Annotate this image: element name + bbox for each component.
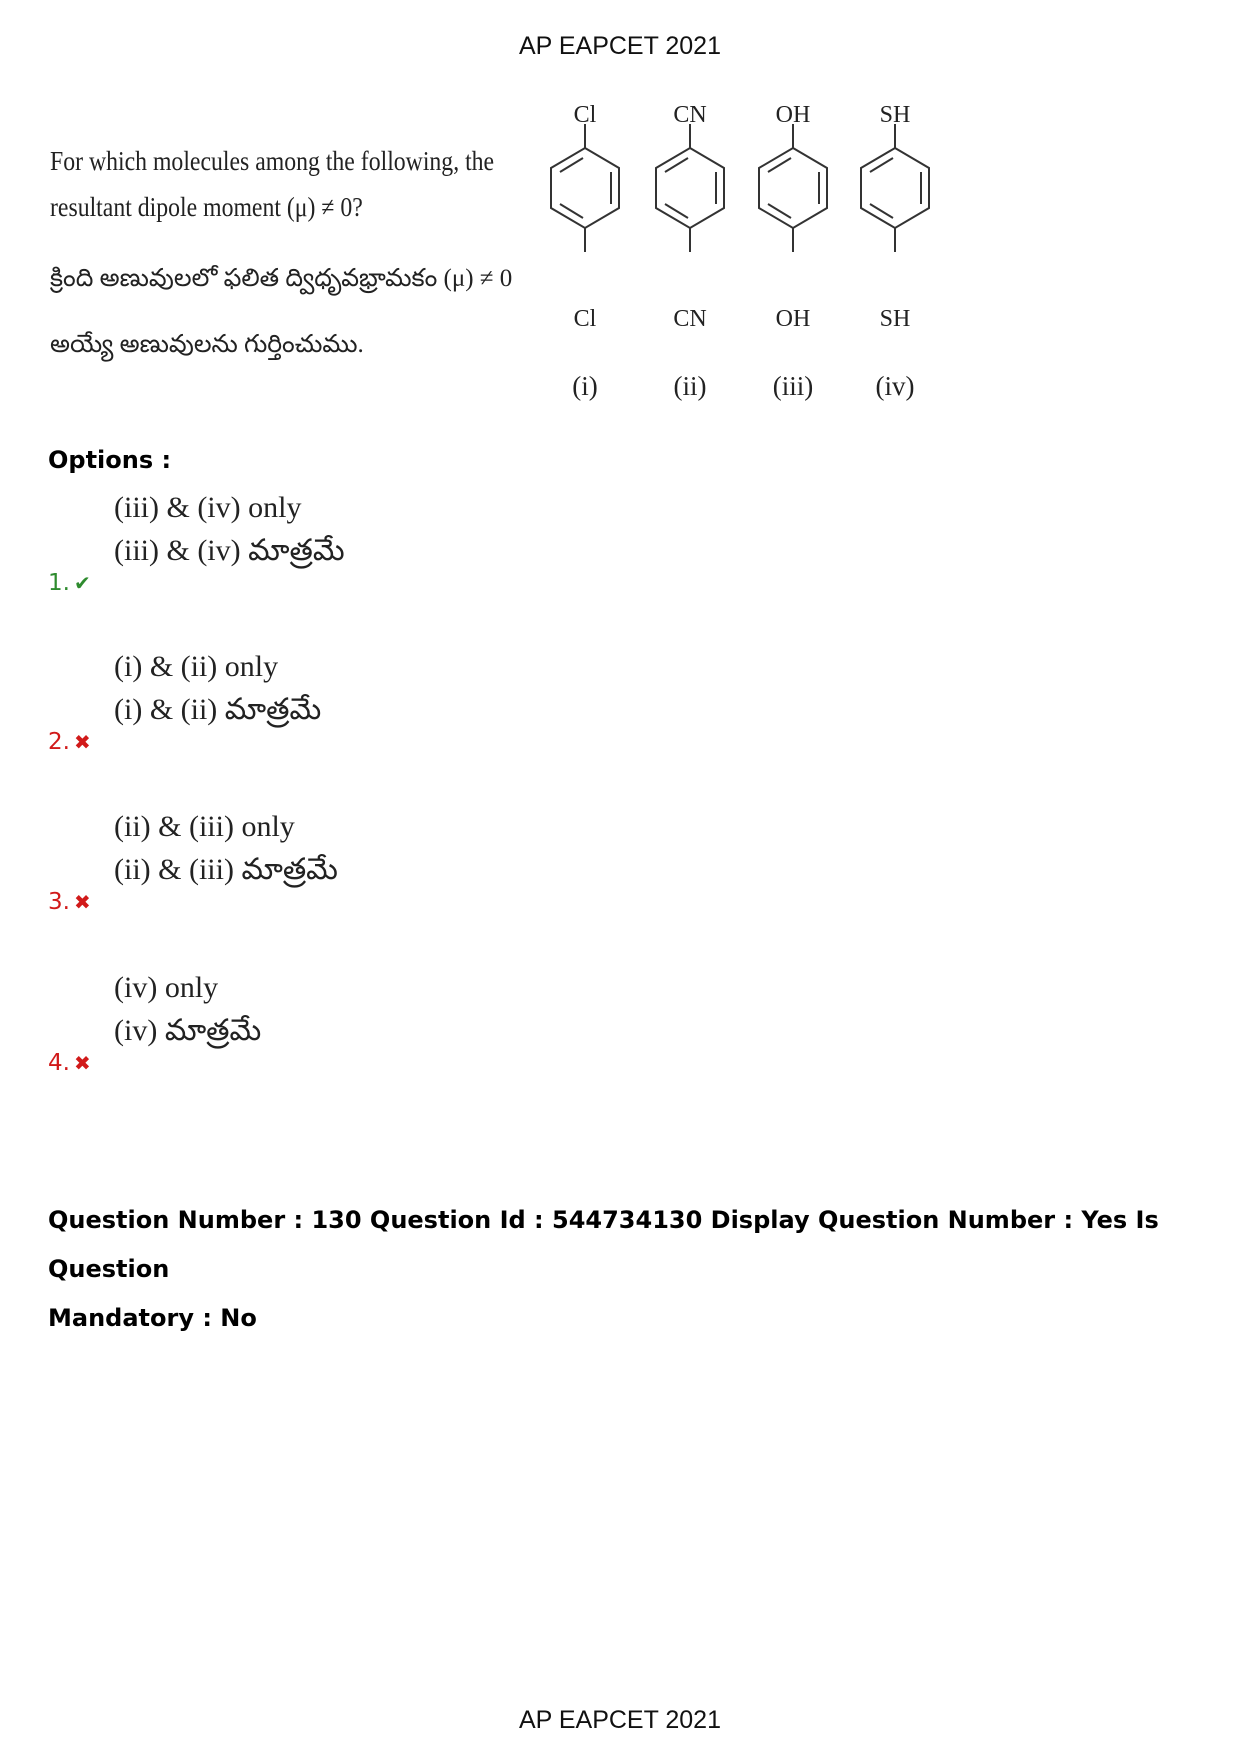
molecule-ii: [656, 124, 724, 252]
option-4-telugu: (iv) మాత్రమే: [114, 1014, 262, 1047]
molecule-iii-label: (iii): [772, 371, 814, 401]
option-1-english: (iii) & (iv) only: [114, 491, 302, 524]
option-3-number: [48, 889, 91, 915]
option-1-number: [48, 570, 91, 596]
option-4-number-text: 4.: [48, 1050, 70, 1076]
cross-icon: ✖: [73, 890, 91, 914]
molecule-iv-bottom-group: SH: [879, 306, 911, 332]
page-footer: AP EAPCET 2021: [519, 1706, 721, 1734]
option-3[interactable]: [48, 805, 648, 915]
molecule-structures: [540, 100, 960, 420]
option-3-english: (ii) & (iii) only: [114, 810, 295, 843]
molecule-iii-top-group: OH: [775, 102, 811, 128]
check-icon: ✔: [73, 571, 91, 595]
molecule-i-top-group: Cl: [573, 102, 597, 128]
question-english-line-2: resultant dipole moment (μ) ≠ 0?: [50, 192, 363, 222]
molecule-i: [551, 124, 619, 252]
option-4-number: [48, 1050, 91, 1076]
question-english-line-1: For which molecules among the following, the: [50, 146, 495, 176]
option-1-text: [114, 486, 345, 572]
question-metadata-line-2: Mandatory : No: [48, 1304, 257, 1332]
page-header: AP EAPCET 2021: [519, 32, 721, 60]
molecule-iii: [759, 124, 827, 252]
molecule-i-bottom-group: Cl: [573, 306, 597, 332]
molecule-iv-label: (iv): [875, 371, 915, 401]
molecule-iv: [861, 124, 929, 252]
question-text: [50, 138, 513, 378]
options-label: Options :: [48, 446, 172, 474]
option-4[interactable]: [48, 966, 648, 1076]
option-4-text: [114, 966, 261, 1052]
question-telugu-line-1: క్రింది అణువులలో ఫలిత ద్విధృవభ్రామకం (μ) ≠ 0: [50, 265, 513, 292]
molecule-iii-bottom-group: OH: [775, 306, 811, 332]
option-3-text: [114, 805, 338, 891]
option-1-telugu: (iii) & (iv) మాత్రమే: [114, 534, 345, 567]
option-2[interactable]: [48, 645, 648, 755]
option-1-number-text: 1.: [48, 570, 70, 596]
molecule-ii-top-group: CN: [673, 102, 707, 128]
option-4-english: (iv) only: [114, 971, 219, 1004]
molecule-i-label: (i): [572, 371, 598, 401]
option-1[interactable]: [48, 486, 648, 596]
cross-icon: ✖: [73, 1051, 91, 1075]
option-3-number-text: 3.: [48, 889, 70, 915]
option-3-telugu: (ii) & (iii) మాత్రమే: [114, 853, 338, 886]
option-2-text: [114, 645, 321, 731]
molecule-iv-top-group: SH: [879, 102, 911, 128]
cross-icon: ✖: [73, 730, 91, 754]
question-metadata-line-1: Question Number : 130 Question Id : 544734130 Display Question Number : Yes Is Question: [48, 1206, 1159, 1283]
option-2-english: (i) & (ii) only: [114, 650, 279, 683]
option-2-number: [48, 729, 91, 755]
option-2-telugu: (i) & (ii) మాత్రమే: [114, 693, 322, 726]
question-metadata: [48, 1196, 1198, 1343]
question-telugu-line-2: అయ్యే అణువులను గుర్తించుము.: [50, 331, 364, 358]
option-2-number-text: 2.: [48, 729, 70, 755]
molecule-ii-label: (ii): [673, 371, 707, 401]
molecule-ii-bottom-group: CN: [673, 306, 707, 332]
